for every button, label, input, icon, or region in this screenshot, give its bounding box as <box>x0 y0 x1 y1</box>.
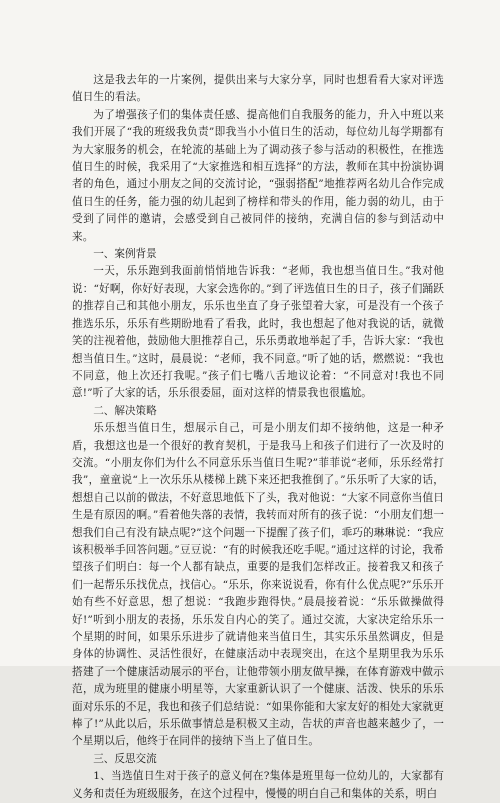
strategy-paragraph: 乐乐想当值日生，想展示自己，可是小朋友们却不接纳他，这是一种矛盾，我想这也是一个很好的教育契机，于是我马上和孩子们进行了一次及时的交流。“小朋友你们为什么不同意乐乐当值日生呢?”菲菲说“老师，乐乐经常打我”，童童说“上一次乐乐从楼梯上跳下来还把我推倒了。”乐乐听了大家的话，想想自己以前的做法，不好意思地低下了头，我对他说：“大家不同意你当值日生是有原因的啊。”看着他失落的表情，我转而对所有的孩子说：“小朋友们想一想我们自己有没有缺点呢?”这个问题一下提醒了孩子们，乖巧的琳琳说：“我应该积极举手回答问题。”豆豆说：“有的时候我还吃手呢。”通过这样的讨论，我希望孩子们明白：每一个人都有缺点，重要的是我们怎样改正。接着我又和孩子们一起帮乐乐找优点，找信心。“乐乐，你来说说看，你有什么优点呢?”乐乐开始有些不好意思，想了想说：“我跑步跑得快。”晨晨接着说：“乐乐做操做得好!”听到小朋友的表扬，乐乐发自内心的笑了。通过交流，大家决定给乐乐一个星期的时间，如果乐乐进步了就请他来当值日生，其实乐乐虽然调皮，但是身体的协调性、灵活性很好，在健康活动中表现突出，在这个星期里我为乐乐搭建了一个健康活动展示的平台，让他带领小朋友做早操，在体育游戏中做示范，成为班里的健康小明星等，大家重新认识了一个健康、活泼、快乐的乐乐面对乐乐的不足，我也和孩子们总结说：“如果你能和大家友好的相处大家就更棒了!”从此以后，乐乐做事情总是积极又主动，告状的声音也越来越少了，一个星期以后，他终于在同伴的接纳下当上了值日生。 <box>72 422 444 748</box>
section-heading-background: 一、案例背景 <box>93 248 157 261</box>
intro-paragraph: 这是我去年的一片案例，提供出来与大家分享，同时也想看看大家对评选值日生的看法。 <box>72 74 444 104</box>
section-heading-reflection: 三、反思交流 <box>93 752 157 765</box>
reflection-paragraph: 1、当选值日生对于孩子的意义何在?集体是班里每一位幼儿的，大家都有义务和责任为班级服务，在这个过程中，慢慢的明白自己和集体的关系，明白 <box>72 770 444 800</box>
background-paragraph: 为了增强孩子们的集体责任感、提高他们自我服务的能力，升入中班以来我们开展了“我的班级我负责”即我当小小值日生的活动，每位幼儿每学期都有为大家服务的机会，在轮流的基础上为了调动孩子参与活动的积极性，在推选值日生的时候，我采用了“大家推选和相互选择”的方法，教师在其中扮演协调者的角色，通过小朋友之间的交流讨论，“强弱搭配”地推荐两名幼儿合作完成值日生的任务，能力强的幼儿起到了榜样和带头的作用，能力弱的幼儿，由于受到了同伴的邀请，会感受到自己被同伴的接纳，充满自信的参与到活动中来。 <box>72 108 444 243</box>
case-paragraph: 一天，乐乐跑到我面前悄悄地告诉我：“老师，我也想当值日生。”我对他说：“好啊，你好好表现，大家会选你的。”到了评选值日生的日子，孩子们踊跃的推荐自己和其他小朋友，乐乐也坐直了身子张望着大家，可是没有一个孩子推选乐乐，乐乐有些期盼地看了看我，此时，我也想起了他对我说的话，就微笑的注视着他，鼓励他大胆推荐自己，乐乐勇敢地举起了手，告诉大家：“我也想当值日生。”这时，晨晨说：“老师，我不同意。”听了她的话，燃燃说：“我也不同意，他上次还打我呢。”孩子们七嘴八舌地议论着：“不同意对!我也不同意!”听了大家的话，乐乐很委屈，面对这样的情景我也很尴尬。 <box>72 265 444 400</box>
section-heading-strategy: 二、解决策略 <box>93 404 157 417</box>
